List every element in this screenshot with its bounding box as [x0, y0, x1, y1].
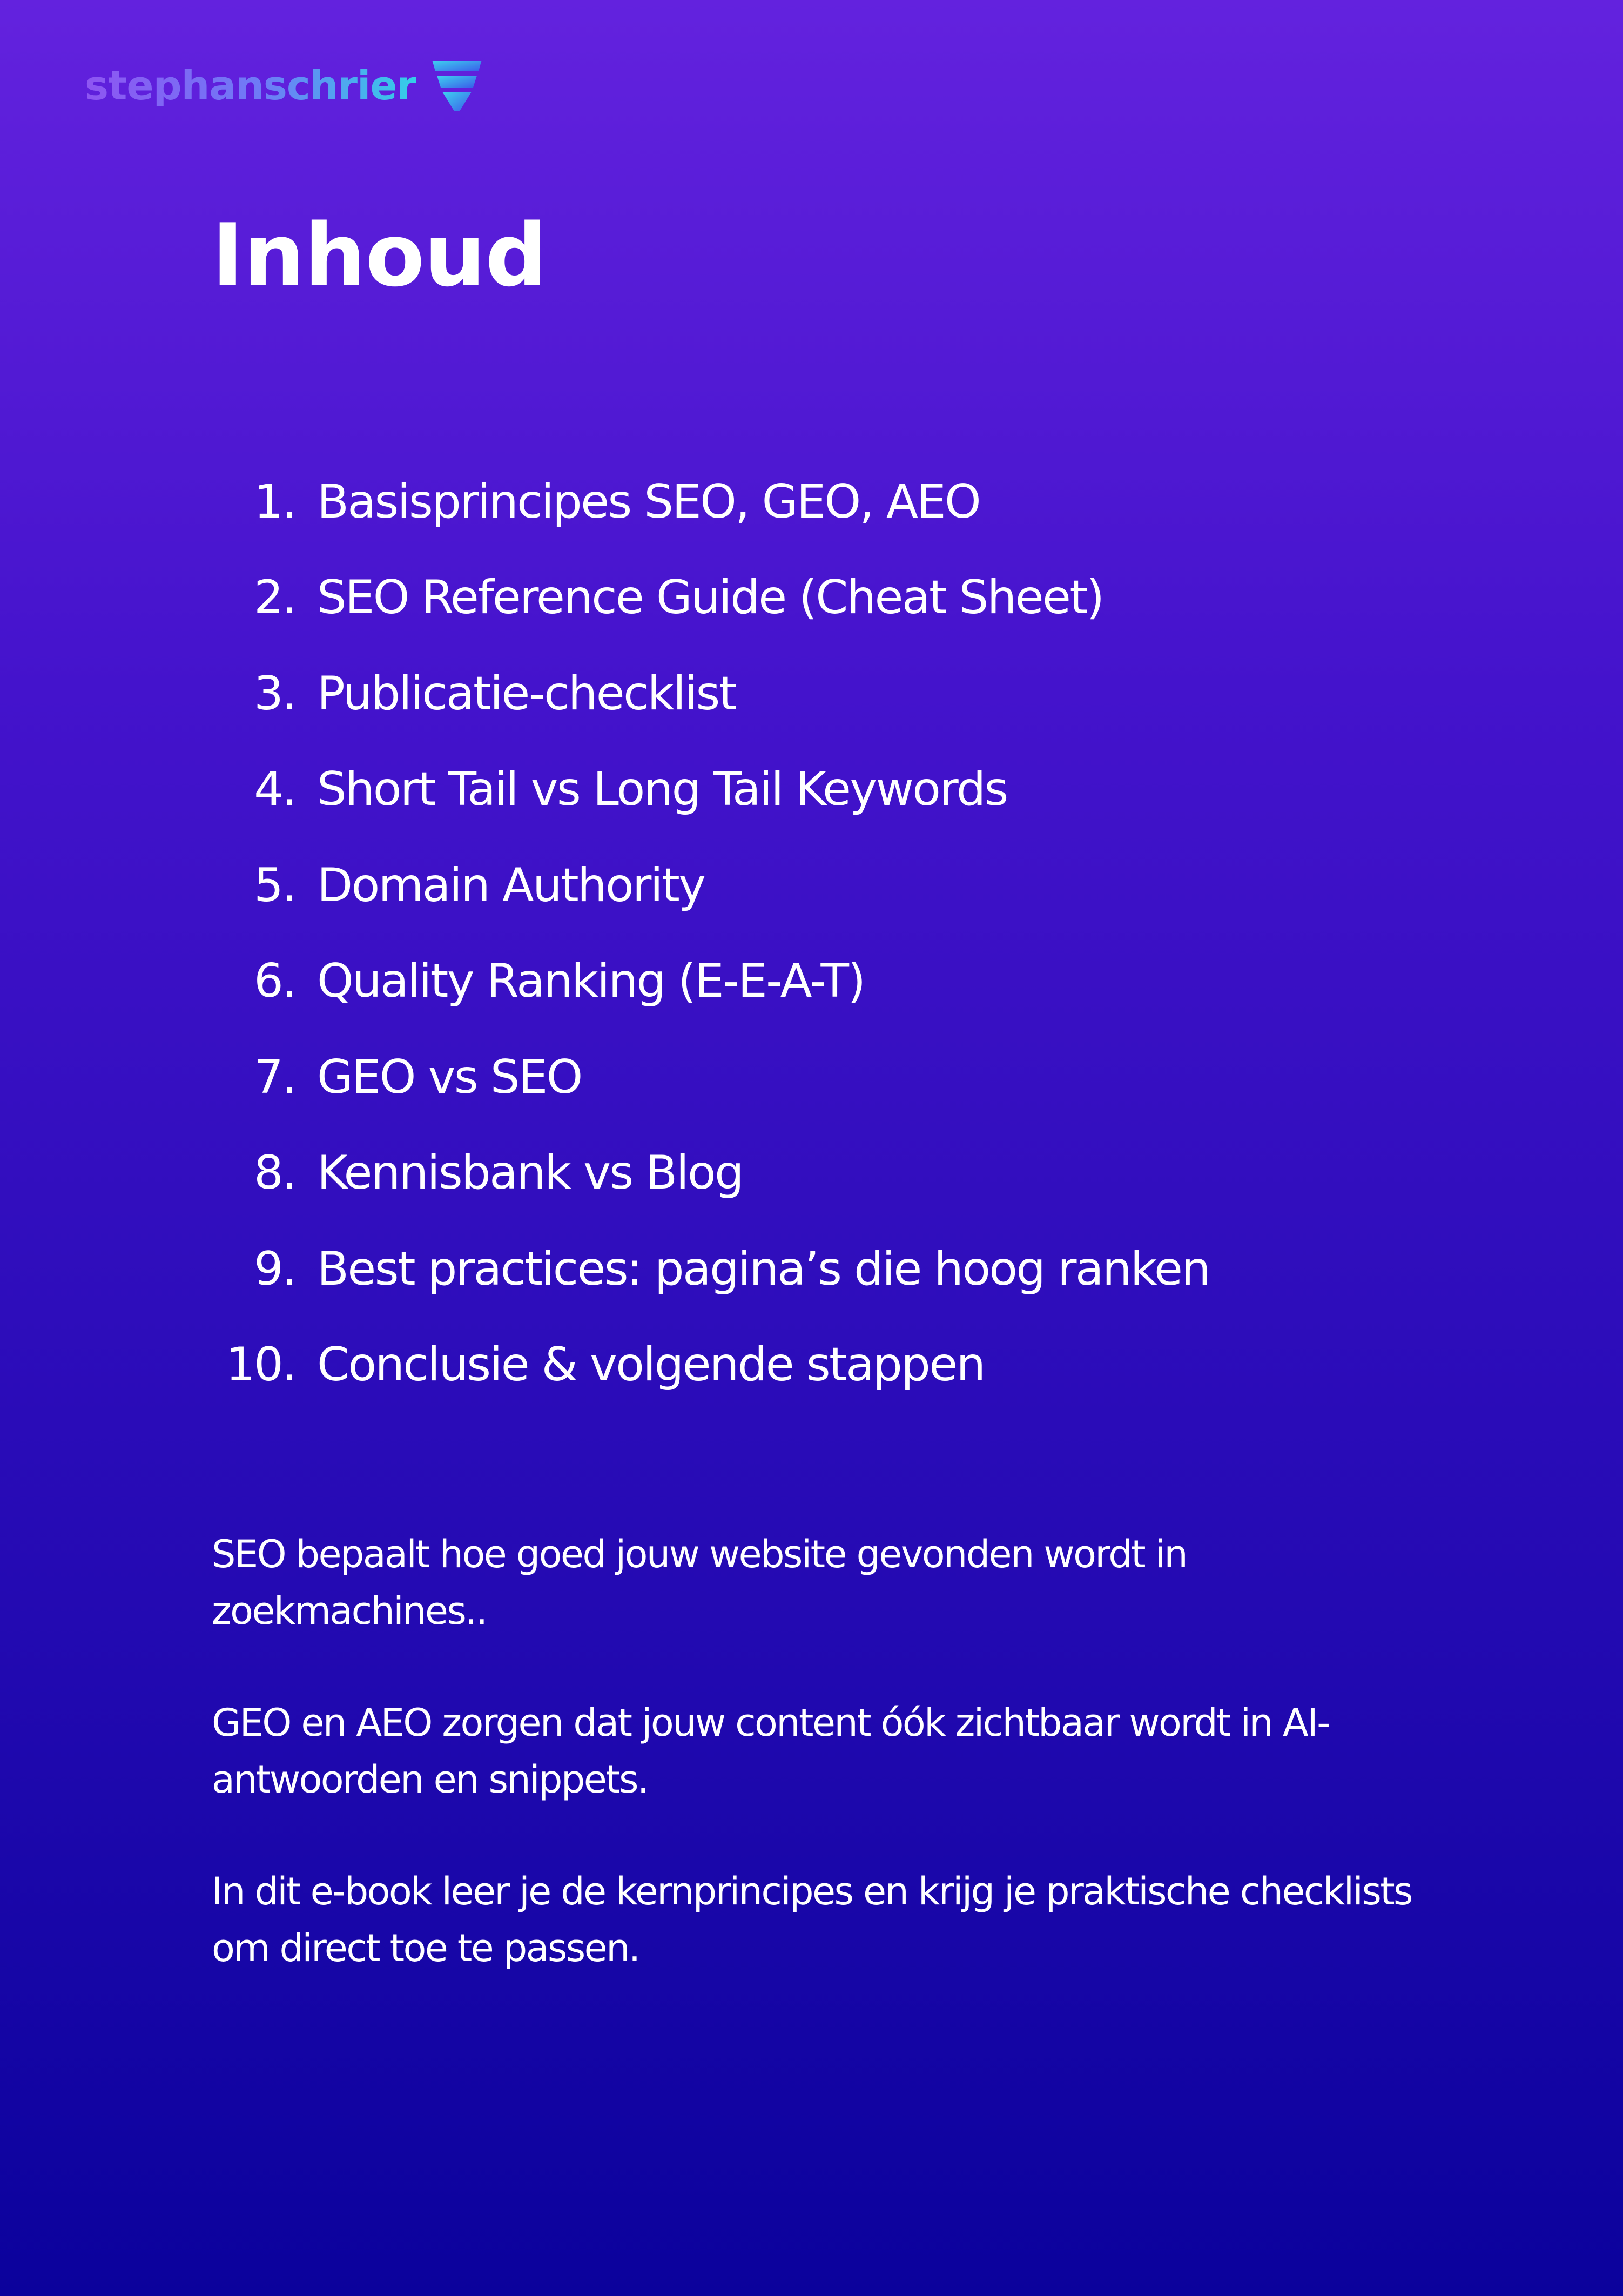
toc-number: 4. — [254, 762, 295, 817]
table-of-contents — [212, 454, 1209, 1413]
toc-item — [212, 742, 1209, 838]
toc-number: 1. — [254, 474, 295, 529]
toc-label: Best practices: pagina’s die hoog ranken — [317, 1241, 1210, 1296]
toc-label: Quality Ranking (E-E-A-T) — [317, 954, 865, 1009]
intro-text — [212, 1526, 1454, 2032]
toc-item — [212, 550, 1209, 646]
toc-number: 3. — [254, 666, 295, 721]
toc-label: Conclusie & volgende stappen — [317, 1338, 985, 1392]
toc-item — [212, 1317, 1209, 1413]
toc-item — [212, 1221, 1209, 1317]
intro-paragraph: GEO en AEO zorgen dat jouw content óók zichtbaar wordt in AI-antwoorden en snippets. — [212, 1701, 1329, 1802]
toc-number: 7. — [254, 1050, 295, 1104]
toc-label: Short Tail vs Long Tail Keywords — [317, 762, 1007, 817]
toc-number: 5. — [254, 858, 295, 912]
toc-label: GEO vs SEO — [317, 1050, 582, 1104]
page-title: Inhoud — [212, 205, 547, 306]
toc-label: Publicatie-checklist — [317, 666, 736, 721]
toc-number: 2. — [254, 570, 295, 625]
toc-number: 8. — [254, 1146, 295, 1200]
toc-item — [212, 934, 1209, 1030]
toc-number: 9. — [254, 1241, 295, 1296]
toc-item — [212, 646, 1209, 742]
toc-item — [212, 1125, 1209, 1221]
funnel-icon — [432, 61, 482, 111]
toc-label: Kennisbank vs Blog — [317, 1146, 743, 1200]
toc-label: Basisprincipes SEO, GEO, AEO — [317, 474, 980, 529]
toc-number: 10. — [226, 1338, 295, 1392]
toc-item — [212, 1029, 1209, 1125]
toc-item — [212, 837, 1209, 934]
brand-logo — [85, 61, 482, 111]
intro-paragraph: In dit e-book leer je de kernprincipes en krijg je praktische checklists om direct toe te passen. — [212, 1869, 1412, 1970]
toc-item — [212, 454, 1209, 550]
intro-paragraph: SEO bepaalt hoe goed jouw website gevonden wordt in zoekmachines.. — [212, 1532, 1187, 1633]
toc-label: SEO Reference Guide (Cheat Sheet) — [317, 570, 1103, 625]
toc-number: 6. — [254, 954, 295, 1009]
toc-label: Domain Authority — [317, 858, 705, 912]
brand-name: stephanschrier — [85, 63, 416, 109]
